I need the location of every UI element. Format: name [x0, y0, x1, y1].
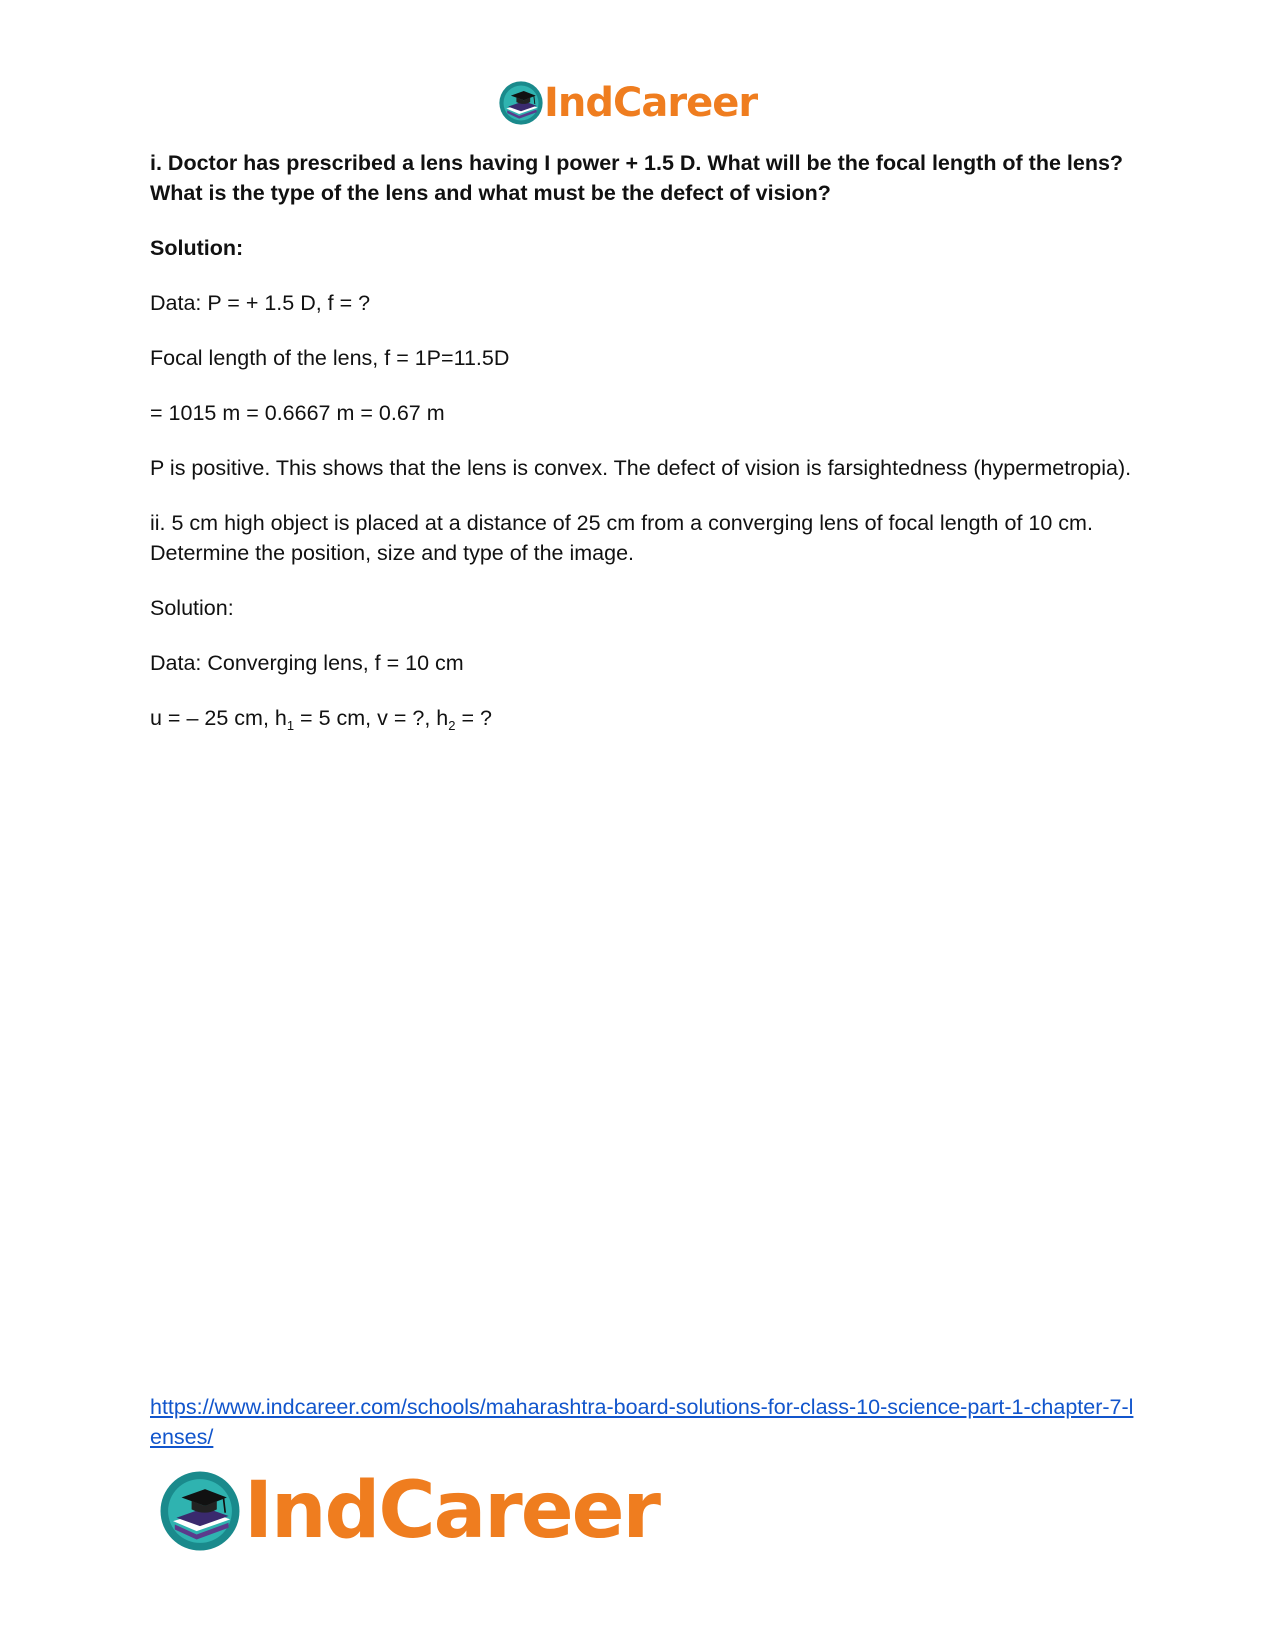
logo-wordmark: IndCareer	[544, 80, 758, 126]
source-link[interactable]: https://www.indcareer.com/schools/maharashtra-board-solutions-for-class-10-science-part-1-chapter-7-lenses/	[150, 1395, 1134, 1449]
logo-wordmark: IndCareer	[244, 1466, 659, 1556]
var-h2-rest: = ?	[455, 706, 492, 730]
question-2-title: ii. 5 cm high object is placed at a distance of 25 cm from a converging lens of focal length of 10 cm. Determine the position, size and type of the image.	[150, 511, 1093, 565]
solution-label-1: Solution:	[150, 236, 244, 260]
variables-line	[150, 703, 1140, 733]
var-h1-rest: = 5 cm, v = ?, h	[294, 706, 449, 730]
question-1-title: i. Doctor has prescribed a lens having I power + 1.5 D. What will be the focal length of the lens? What is the type of the lens and what must be the defect of vision?	[150, 151, 1124, 205]
footer-logo	[158, 1465, 659, 1557]
focal-length-line: Focal length of the lens, f = 1P=11.5D	[150, 346, 510, 370]
data-line-2: Data: Converging lens, f = 10 cm	[150, 651, 464, 675]
document-body	[150, 148, 1140, 758]
graduation-cap-book-icon	[498, 80, 544, 126]
header-logo	[498, 78, 757, 128]
subscript-1: 1	[286, 718, 295, 733]
conclusion-line: P is positive. This shows that the lens is convex. The defect of vision is farsightedness (hypermetropia).	[150, 456, 1132, 480]
subscript-2: 2	[448, 718, 456, 733]
calculation-line: = 1015 m = 0.6667 m = 0.67 m	[150, 401, 445, 425]
solution-label-2: Solution:	[150, 596, 234, 620]
graduation-cap-book-icon	[158, 1469, 242, 1553]
data-line-1: Data: P = + 1.5 D, f = ?	[150, 291, 371, 315]
var-u-h: u = – 25 cm, h	[150, 706, 287, 730]
